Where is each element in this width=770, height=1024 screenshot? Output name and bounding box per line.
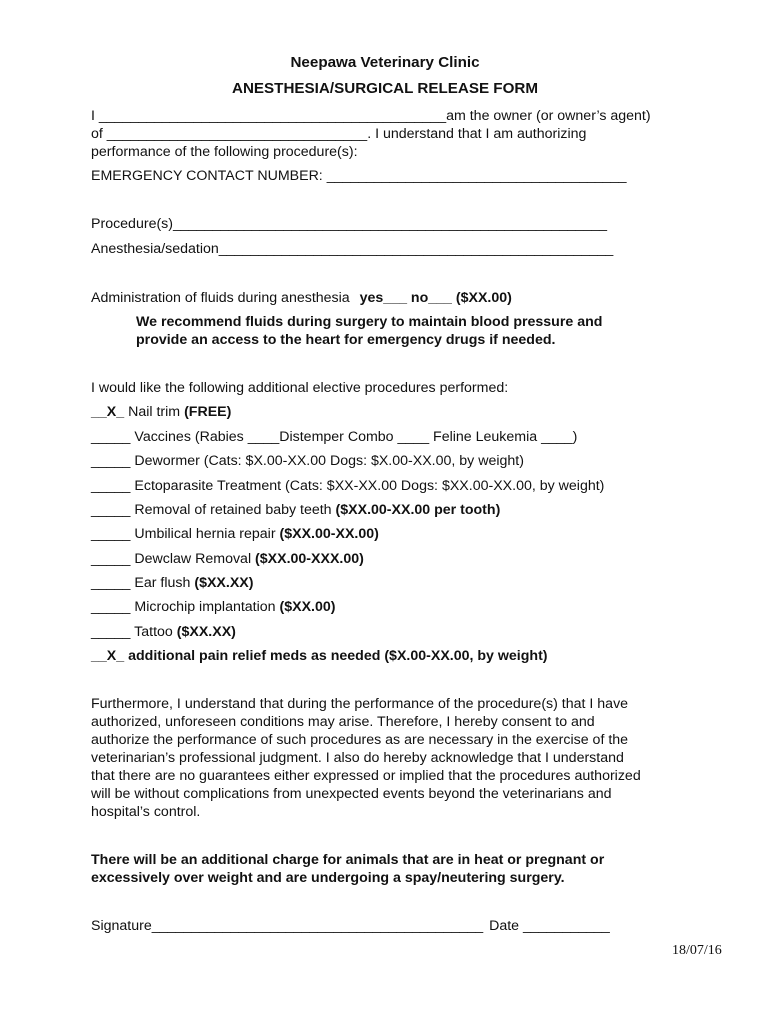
anesthesia-line	[91, 240, 613, 258]
item-label: Nail trim	[128, 404, 181, 420]
elective-item-ear-flush[interactable]	[91, 574, 254, 592]
fluids-options[interactable]: yes___ no___ ($XX.00)	[359, 290, 512, 306]
revision-date: 18/07/16	[672, 943, 722, 958]
checkbox-mark[interactable]: __X_	[91, 648, 125, 664]
elective-item-dewormer[interactable]	[91, 452, 524, 470]
consent-line: Furthermore, I understand that during the performance of the procedure(s) that I have	[91, 696, 629, 712]
signature-field[interactable]: __________________________________________	[151, 918, 484, 934]
fluids-label: Administration of fluids during anesthesia	[91, 290, 350, 306]
elective-item-hernia[interactable]	[91, 525, 379, 543]
owner-prefix: I	[91, 108, 95, 124]
item-label: Ectoparasite Treatment (Cats: $XX-XX.00 Dogs: $XX.00-XX.00, by weight)	[134, 478, 605, 494]
item-label: Dewormer (Cats: $X.00-XX.00 Dogs: $X.00-XX.00, by weight)	[134, 453, 524, 469]
checkbox-mark[interactable]: _____	[91, 453, 131, 469]
emergency-contact-field[interactable]: ______________________________________	[326, 168, 627, 184]
item-price: ($XX.XX)	[176, 624, 236, 640]
item-label: Umbilical hernia repair	[134, 526, 276, 542]
item-label: Vaccines (Rabies ____Distemper Combo ____ Feline Leukemia ____)	[134, 429, 578, 445]
item-price: (FREE)	[184, 404, 232, 420]
pet-line	[91, 125, 586, 143]
checkbox-mark[interactable]: _____	[91, 551, 131, 567]
consent-line: veterinarian’s professional judgment. I also do hereby acknowledge that I understand	[91, 750, 624, 766]
item-price: ($XX.00-XX.00 per tooth)	[335, 502, 501, 518]
item-price: ($XX.XX)	[194, 575, 254, 591]
owner-line	[91, 107, 651, 125]
elective-intro: I would like the following additional elective procedures performed:	[91, 380, 509, 396]
consent-line: authorize the performance of such procedures as are necessary in the exercise of the	[91, 732, 629, 748]
consent-line: will be without complications from unexpected events beyond the veterinarians and	[91, 786, 612, 802]
pet-suffix: . I understand that I am authorizing	[367, 126, 587, 142]
clinic-name: Neepawa Veterinary Clinic	[290, 54, 480, 71]
elective-item-ectoparasite[interactable]	[91, 477, 604, 495]
checkbox-mark[interactable]: __X_	[91, 404, 125, 420]
item-label: additional pain relief meds as needed ($X.00-XX.00, by weight)	[128, 648, 548, 664]
procedure-label: Procedure(s)	[91, 216, 174, 232]
checkbox-mark[interactable]: _____	[91, 599, 131, 615]
elective-item-nail-trim[interactable]	[91, 403, 231, 421]
pet-prefix: of	[91, 126, 103, 142]
consent-line: that there are no guarantees either expressed or implied that the procedures authorized	[91, 768, 641, 784]
anesthesia-field[interactable]: __________________________________________________	[218, 241, 614, 257]
owner-name-field[interactable]: ____________________________________________	[98, 108, 447, 124]
fluids-note-2: provide an access to the heart for emergency drugs if needed.	[136, 332, 556, 348]
fluids-line	[91, 289, 512, 307]
item-price: ($XX.00)	[279, 599, 336, 615]
date-field[interactable]: ___________	[523, 918, 610, 934]
elective-item-microchip[interactable]	[91, 598, 336, 616]
item-price: ($XX.00-XX.00)	[279, 526, 379, 542]
elective-item-vaccines[interactable]	[91, 428, 577, 446]
item-label: Ear flush	[134, 575, 191, 591]
item-label: Microchip implantation	[134, 599, 276, 615]
charge-notice-1: There will be an additional charge for animals that are in heat or pregnant or	[91, 852, 605, 868]
emergency-contact-label: EMERGENCY CONTACT NUMBER:	[91, 168, 323, 184]
date-label: Date	[489, 918, 520, 934]
checkbox-mark[interactable]: _____	[91, 526, 131, 542]
emergency-contact-line	[91, 167, 627, 185]
item-label: Removal of retained baby teeth	[134, 502, 332, 518]
owner-suffix: am the owner (or owner’s agent)	[446, 108, 651, 124]
checkbox-mark[interactable]: _____	[91, 575, 131, 591]
authorization-text: performance of the following procedure(s):	[91, 144, 358, 160]
procedure-line	[91, 215, 607, 233]
signature-line	[91, 917, 610, 935]
consent-line: authorized, unforeseen conditions may arise. Therefore, I hereby consent to and	[91, 714, 595, 730]
item-label: Dewclaw Removal	[134, 551, 252, 567]
checkbox-mark[interactable]: _____	[91, 624, 131, 640]
fluids-note-1: We recommend fluids during surgery to maintain blood pressure and	[136, 314, 603, 330]
form-title: ANESTHESIA/SURGICAL RELEASE FORM	[231, 80, 539, 97]
consent-line: hospital’s control.	[91, 804, 201, 820]
checkbox-mark[interactable]: _____	[91, 502, 131, 518]
item-label: Tattoo	[134, 624, 173, 640]
anesthesia-label: Anesthesia/sedation	[91, 241, 219, 257]
elective-item-tattoo[interactable]	[91, 623, 236, 641]
charge-notice-2: excessively over weight and are undergoing a spay/neutering surgery.	[91, 870, 565, 886]
checkbox-mark[interactable]: _____	[91, 429, 131, 445]
signature-label: Signature	[91, 918, 152, 934]
procedure-field[interactable]: _______________________________________________________	[173, 216, 607, 232]
pet-name-field[interactable]: _________________________________	[106, 126, 368, 142]
checkbox-mark[interactable]: _____	[91, 478, 131, 494]
item-price: ($XX.00-XXX.00)	[255, 551, 364, 567]
elective-item-pain-relief[interactable]	[91, 647, 548, 665]
elective-item-dewclaw[interactable]	[91, 550, 364, 568]
elective-item-baby-teeth[interactable]	[91, 501, 500, 519]
